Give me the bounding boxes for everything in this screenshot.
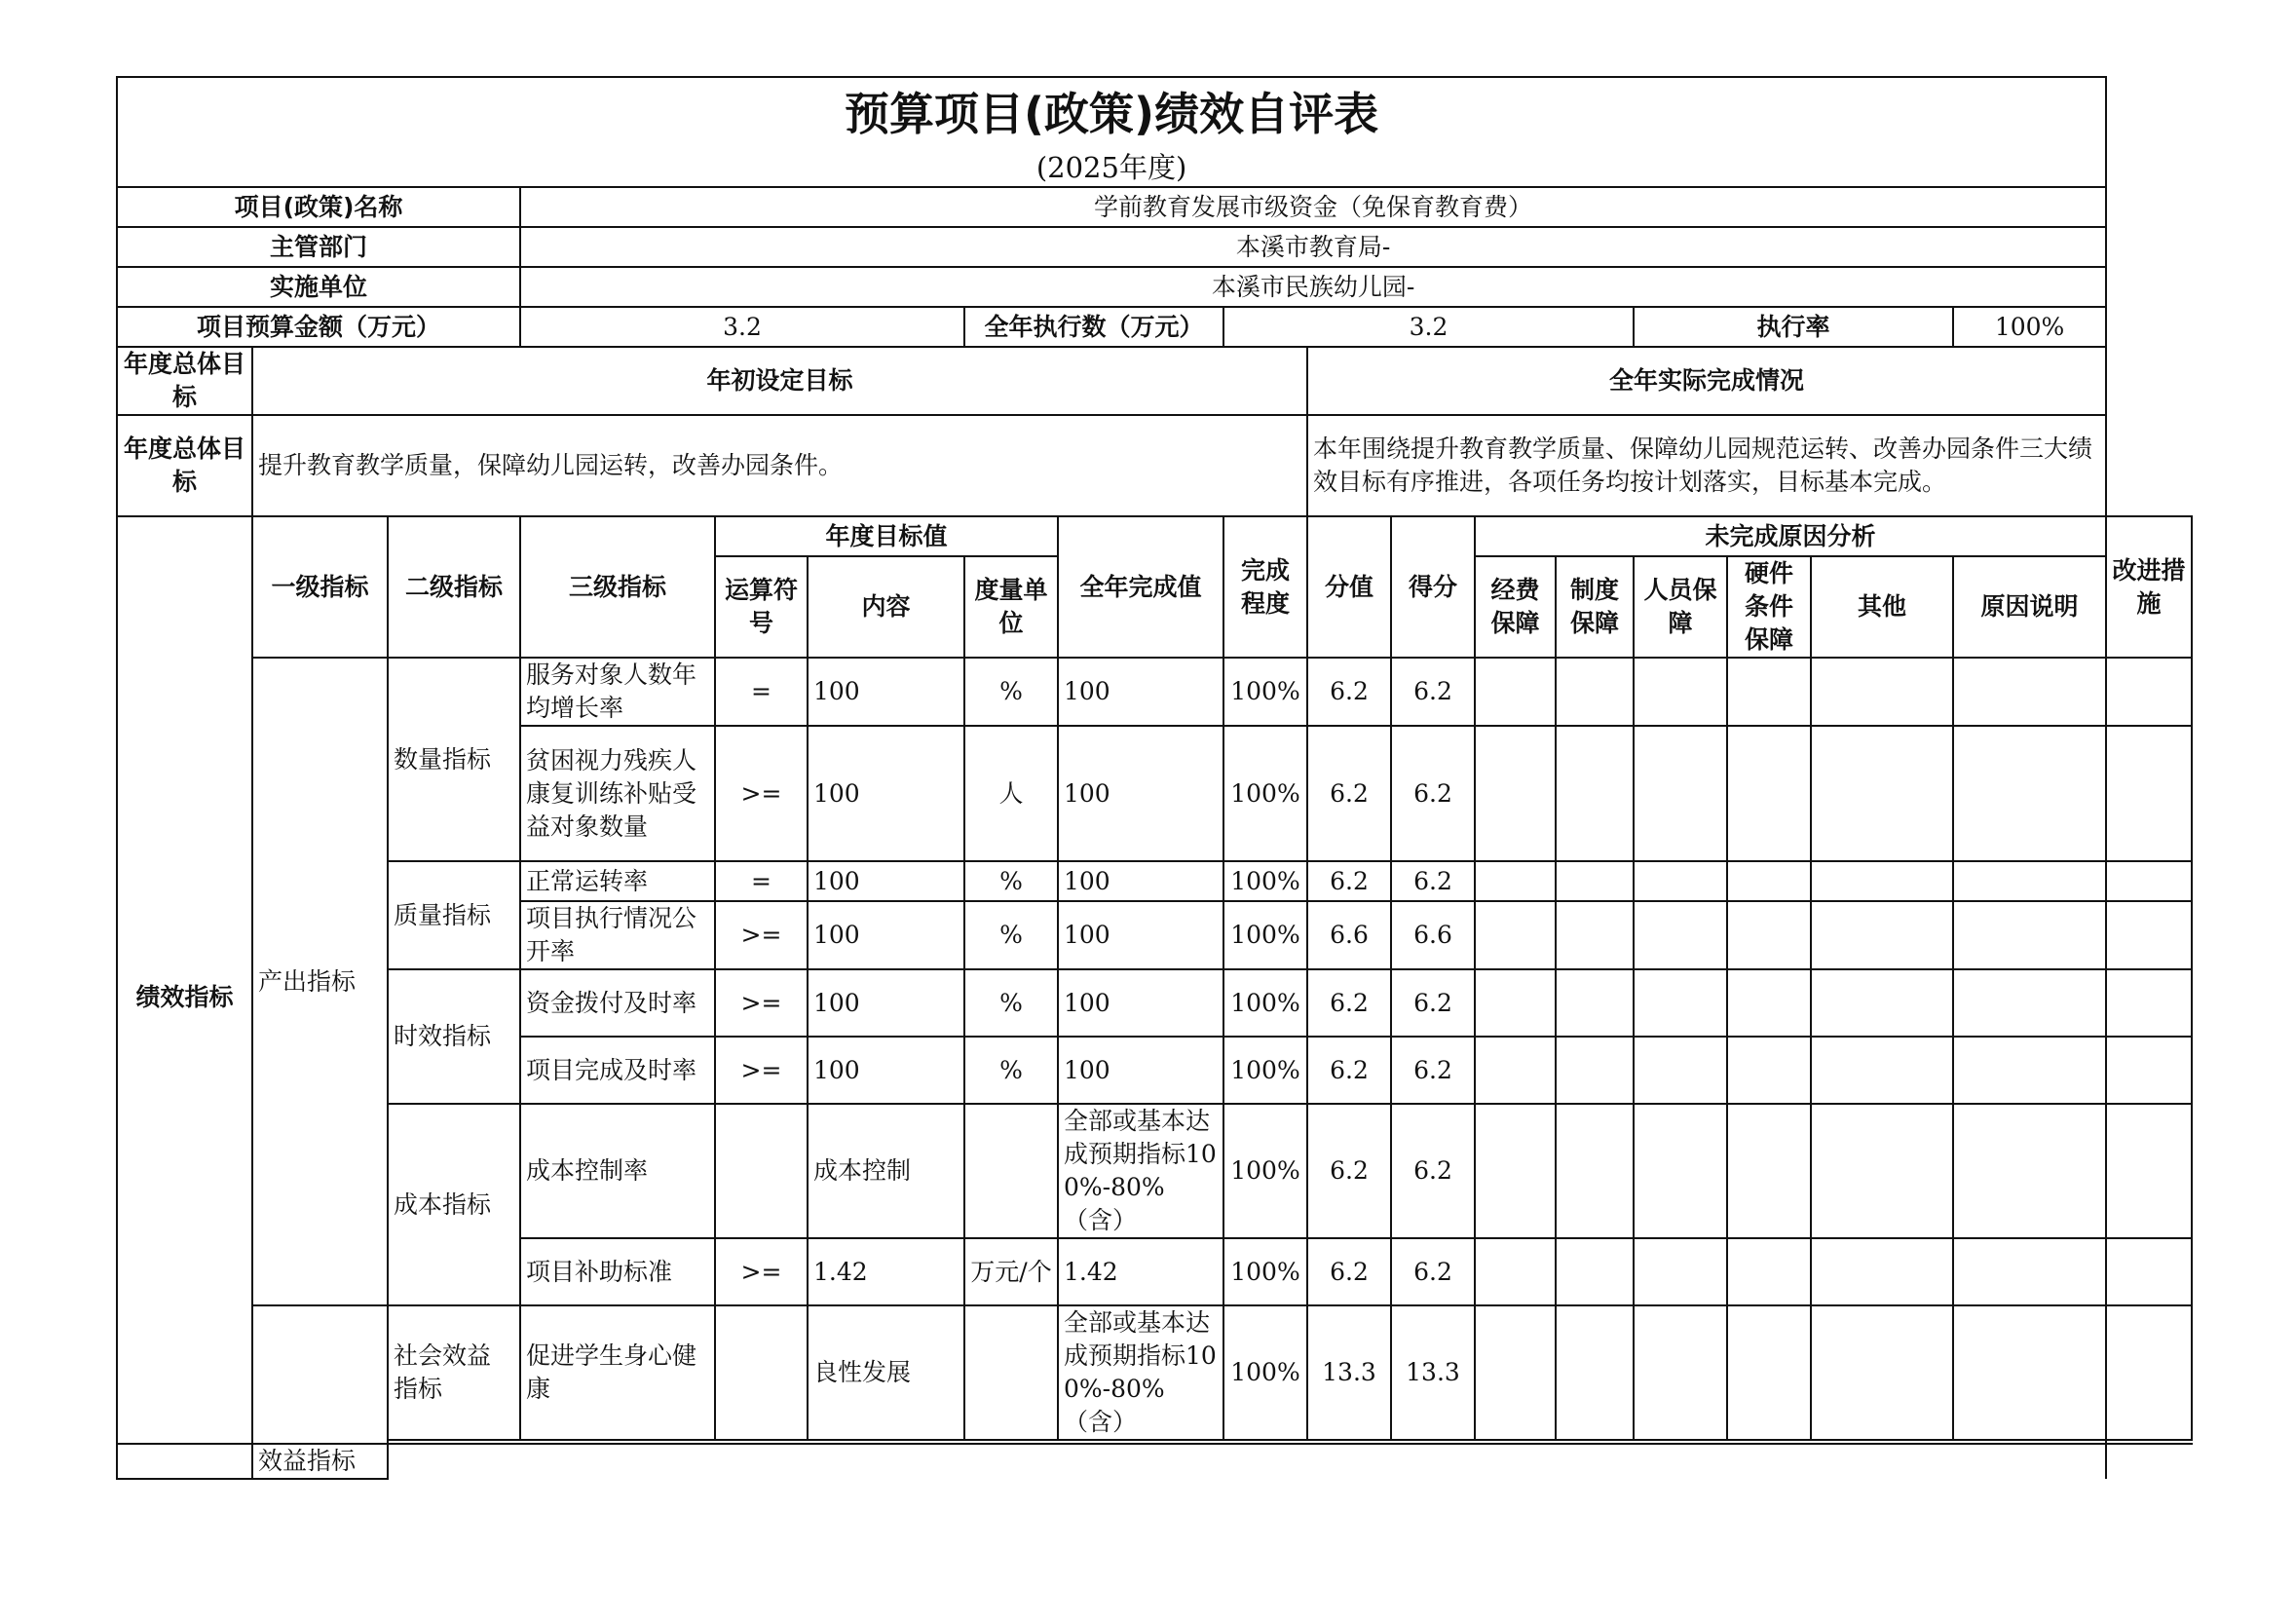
indicator-actual: 全部或基本达成预期指标100%-80%（含）	[1058, 1104, 1223, 1238]
empty-cell	[1556, 1037, 1634, 1104]
level2-social: 社会效益指标	[388, 1305, 520, 1440]
indicator-score: 6.6	[1391, 901, 1475, 969]
empty-cell	[1634, 658, 1727, 726]
empty-cell	[1953, 658, 2106, 726]
indicator-name: 成本控制率	[520, 1104, 715, 1238]
indicator-name: 贫困视力残疾人康复训练补贴受益对象数量	[520, 726, 715, 861]
improve-header: 改进措施	[2106, 516, 2192, 658]
indicator-unit: %	[964, 1037, 1058, 1104]
indicator-score: 6.2	[1391, 1037, 1475, 1104]
goal-initial-header: 年初设定目标	[252, 347, 1307, 415]
empty-cell	[1953, 1305, 2106, 1440]
page-cut-line	[116, 1443, 2193, 1445]
indicator-score: 6.2	[1391, 658, 1475, 726]
empty-cell	[1727, 726, 1811, 861]
table-row	[117, 861, 2192, 901]
empty-cell	[1634, 901, 1727, 969]
empty-cell	[1475, 1037, 1556, 1104]
executed-label: 全年执行数（万元）	[964, 307, 1223, 347]
executed-value: 3.2	[1223, 307, 1634, 347]
unit-label: 实施单位	[117, 267, 520, 307]
reason-other-header: 其他	[1811, 556, 1953, 658]
indicator-op: >=	[715, 1037, 808, 1104]
actual-header: 全年完成值	[1058, 516, 1223, 658]
indicator-score: 13.3	[1391, 1305, 1475, 1440]
empty-cell	[1634, 1305, 1727, 1440]
dept-label: 主管部门	[117, 227, 520, 267]
page-title: 预算项目(政策)绩效自评表	[845, 87, 1379, 140]
rate-label: 执行率	[1634, 307, 1953, 347]
indicator-score: 6.2	[1391, 1104, 1475, 1238]
reason-staff-header: 人员保障	[1634, 556, 1727, 658]
level2-quality: 质量指标	[388, 861, 520, 969]
empty-cell	[2106, 901, 2192, 969]
empty-cell	[1556, 658, 1634, 726]
indicator-score: 6.2	[1391, 969, 1475, 1037]
indicator-actual: 100	[1058, 658, 1223, 726]
empty-cell	[1811, 658, 1953, 726]
empty-cell	[2106, 658, 2192, 726]
project-name-value: 学前教育发展市级资金（免保育教育费）	[520, 187, 2106, 227]
unit-header: 度量单位	[964, 556, 1058, 658]
empty-cell	[1811, 1037, 1953, 1104]
indicator-value: 6.2	[1307, 726, 1391, 861]
evaluation-sheet	[116, 76, 2193, 1475]
content-header: 内容	[808, 556, 964, 658]
indicator-content: 100	[808, 901, 964, 969]
indicator-degree: 100%	[1223, 726, 1307, 861]
indicator-op	[715, 1305, 808, 1440]
goal-label: 年度总体目标	[117, 415, 252, 516]
empty-cell	[2106, 1037, 2192, 1104]
level2-timeliness: 时效指标	[388, 969, 520, 1104]
indicator-name: 促进学生身心健康	[520, 1305, 715, 1440]
indicator-op: =	[715, 658, 808, 726]
empty-cell	[1727, 1305, 1811, 1440]
empty-cell	[1811, 969, 1953, 1037]
empty-cell	[1475, 726, 1556, 861]
level1-benefit: 效益指标	[252, 1305, 388, 1479]
table-row	[117, 1104, 2192, 1238]
empty-cell	[1634, 1238, 1727, 1305]
empty-cell	[1953, 901, 2106, 969]
perf-indicator-label: 绩效指标	[117, 516, 252, 1479]
indicator-op: >=	[715, 901, 808, 969]
indicator-content: 100	[808, 658, 964, 726]
indicator-value: 6.2	[1307, 1037, 1391, 1104]
indicator-content: 成本控制	[808, 1104, 964, 1238]
indicator-content: 良性发展	[808, 1305, 964, 1440]
empty-cell	[1811, 1104, 1953, 1238]
indicator-actual: 1.42	[1058, 1238, 1223, 1305]
indicator-actual: 100	[1058, 901, 1223, 969]
indicator-unit: 万元/个	[964, 1238, 1058, 1305]
empty-cell	[1811, 861, 1953, 901]
indicator-value: 6.2	[1307, 1238, 1391, 1305]
evaluation-table	[116, 76, 2193, 1480]
empty-cell	[1727, 658, 1811, 726]
indicator-actual: 100	[1058, 726, 1223, 861]
indicator-unit	[964, 1104, 1058, 1238]
indicator-unit	[964, 1305, 1058, 1440]
empty-cell	[1634, 726, 1727, 861]
indicator-op: =	[715, 861, 808, 901]
indicator-actual: 100	[1058, 1037, 1223, 1104]
empty-cell	[1811, 1305, 1953, 1440]
empty-cell	[1556, 901, 1634, 969]
indicator-value: 6.6	[1307, 901, 1391, 969]
goal-actual-header: 全年实际完成情况	[1307, 347, 2106, 415]
empty-cell	[1556, 969, 1634, 1037]
indicator-name: 服务对象人数年均增长率	[520, 658, 715, 726]
indicator-content: 100	[808, 1037, 964, 1104]
indicator-actual: 全部或基本达成预期指标100%-80%（含）	[1058, 1305, 1223, 1440]
empty-cell	[1727, 1037, 1811, 1104]
reason-fund-header: 经费保障	[1475, 556, 1556, 658]
empty-cell	[1727, 1104, 1811, 1238]
goal-initial-text: 提升教育教学质量，保障幼儿园运转，改善办园条件。	[252, 415, 1307, 516]
empty-cell	[1475, 1238, 1556, 1305]
empty-cell	[1953, 1104, 2106, 1238]
level2-cost: 成本指标	[388, 1104, 520, 1305]
empty-cell	[1727, 969, 1811, 1037]
empty-cell	[1811, 1238, 1953, 1305]
indicator-actual: 100	[1058, 861, 1223, 901]
table-row	[117, 658, 2192, 726]
indicator-op: >=	[715, 726, 808, 861]
level2-header: 二级指标	[388, 516, 520, 658]
level1-output: 产出指标	[252, 658, 388, 1305]
empty-cell	[1634, 861, 1727, 901]
indicator-actual: 100	[1058, 969, 1223, 1037]
reason-group-header: 未完成原因分析	[1475, 516, 2106, 556]
indicator-unit: %	[964, 969, 1058, 1037]
indicator-value: 6.2	[1307, 969, 1391, 1037]
empty-cell	[2106, 861, 2192, 901]
budget-value: 3.2	[520, 307, 964, 347]
indicator-op	[715, 1104, 808, 1238]
empty-cell	[1556, 1238, 1634, 1305]
indicator-name: 项目执行情况公开率	[520, 901, 715, 969]
indicator-degree: 100%	[1223, 969, 1307, 1037]
empty-cell	[1953, 1238, 2106, 1305]
indicator-score: 6.2	[1391, 726, 1475, 861]
indicator-content: 100	[808, 726, 964, 861]
indicator-degree: 100%	[1223, 861, 1307, 901]
empty-cell	[1727, 901, 1811, 969]
empty-cell	[1953, 1037, 2106, 1104]
indicator-degree: 100%	[1223, 1037, 1307, 1104]
indicator-name: 项目完成及时率	[520, 1037, 715, 1104]
subtitle-cell	[117, 149, 2106, 187]
empty-cell	[1556, 1104, 1634, 1238]
reason-explain-header: 原因说明	[1953, 556, 2106, 658]
indicator-value: 13.3	[1307, 1305, 1391, 1440]
indicator-unit: %	[964, 861, 1058, 901]
score-value-header: 分值	[1307, 516, 1391, 658]
empty-cell	[1556, 861, 1634, 901]
table-row	[117, 1305, 2192, 1440]
level1-header: 一级指标	[252, 516, 388, 658]
empty-cell	[1475, 901, 1556, 969]
empty-cell	[1475, 969, 1556, 1037]
empty-cell	[2106, 1305, 2192, 1440]
empty-cell	[1727, 861, 1811, 901]
empty-cell	[1953, 726, 2106, 861]
level2-quantity: 数量指标	[388, 658, 520, 861]
table-row	[117, 969, 2192, 1037]
empty-cell	[2106, 969, 2192, 1037]
indicator-op: >=	[715, 1238, 808, 1305]
rate-value: 100%	[1953, 307, 2106, 347]
indicator-unit: 人	[964, 726, 1058, 861]
title-cell	[117, 77, 2106, 149]
degree-header: 完成程度	[1223, 516, 1307, 658]
indicator-op: >=	[715, 969, 808, 1037]
project-name-label: 项目(政策)名称	[117, 187, 520, 227]
reason-hardware-header: 硬件条件保障	[1727, 556, 1811, 658]
empty-cell	[1953, 969, 2106, 1037]
empty-cell	[1634, 1037, 1727, 1104]
indicator-content: 100	[808, 969, 964, 1037]
empty-cell	[2106, 726, 2192, 861]
indicator-content: 1.42	[808, 1238, 964, 1305]
indicator-name: 项目补助标准	[520, 1238, 715, 1305]
indicator-degree: 100%	[1223, 658, 1307, 726]
page-subtitle: (2025年度)	[1035, 151, 1187, 184]
empty-cell	[2106, 1238, 2192, 1305]
indicator-unit: %	[964, 901, 1058, 969]
indicator-name: 资金拨付及时率	[520, 969, 715, 1037]
target-group-header: 年度目标值	[715, 516, 1058, 556]
empty-cell	[2106, 1104, 2192, 1238]
indicator-score: 6.2	[1391, 1238, 1475, 1305]
op-header: 运算符号	[715, 556, 808, 658]
indicator-name: 正常运转率	[520, 861, 715, 901]
indicator-degree: 100%	[1223, 1238, 1307, 1305]
budget-label: 项目预算金额（万元）	[117, 307, 520, 347]
empty-cell	[1634, 1104, 1727, 1238]
empty-cell	[1475, 1104, 1556, 1238]
empty-cell	[1556, 726, 1634, 861]
indicator-score: 6.2	[1391, 861, 1475, 901]
score-header: 得分	[1391, 516, 1475, 658]
indicator-degree: 100%	[1223, 1104, 1307, 1238]
empty-cell	[1475, 861, 1556, 901]
reason-system-header: 制度保障	[1556, 556, 1634, 658]
indicator-value: 6.2	[1307, 658, 1391, 726]
indicator-value: 6.2	[1307, 861, 1391, 901]
dept-value: 本溪市教育局-	[520, 227, 2106, 267]
goal-actual-text: 本年围绕提升教育教学质量、保障幼儿园规范运转、改善办园条件三大绩效目标有序推进，各项任务均按计划落实，目标基本完成。	[1307, 415, 2106, 516]
empty-cell	[1634, 969, 1727, 1037]
indicator-unit: %	[964, 658, 1058, 726]
goal-label: 年度总体目标	[117, 347, 252, 415]
table-row-cut	[117, 1440, 2192, 1479]
empty-cell	[1475, 658, 1556, 726]
indicator-content: 100	[808, 861, 964, 901]
empty-cell	[1727, 1238, 1811, 1305]
indicator-value: 6.2	[1307, 1104, 1391, 1238]
empty-cell	[1556, 1305, 1634, 1440]
empty-cell	[1953, 861, 2106, 901]
indicator-degree: 100%	[1223, 1305, 1307, 1440]
indicator-degree: 100%	[1223, 901, 1307, 969]
level3-header: 三级指标	[520, 516, 715, 658]
unit-value: 本溪市民族幼儿园-	[520, 267, 2106, 307]
empty-cell	[1811, 726, 1953, 861]
empty-cell	[1811, 901, 1953, 969]
empty-cell	[1475, 1305, 1556, 1440]
empty-cell	[388, 1440, 2106, 1479]
